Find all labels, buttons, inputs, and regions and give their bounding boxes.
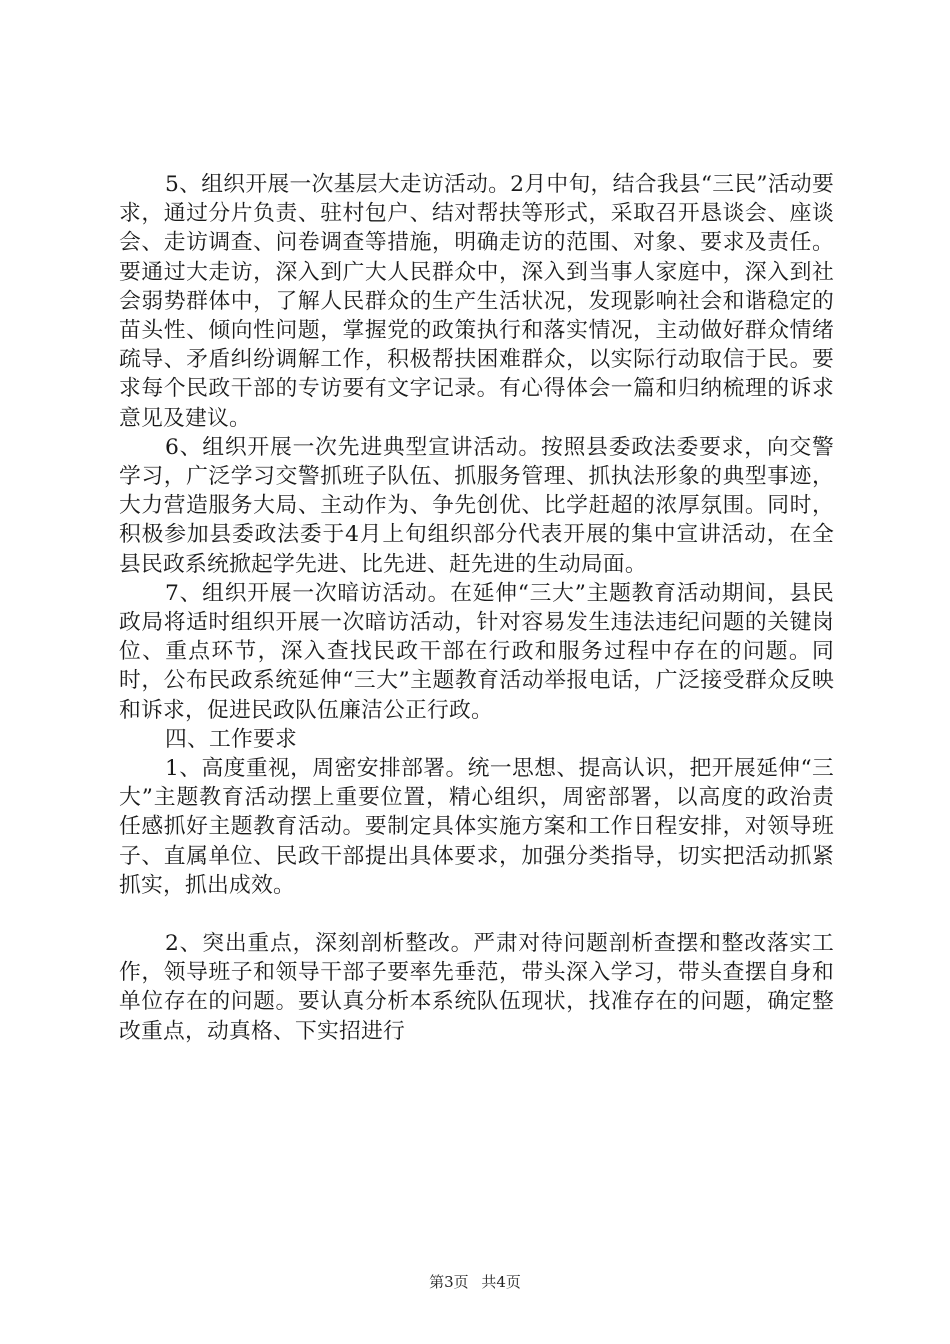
paragraph-requirement-2: 2、突出重点，深刻剖析整改。严肃对待问题剖析查摆和整改落实工作，领导班子和领导干部子要率先垂范，带头深入学习，带头查摆自身和单位存在的问题。要认真分析本系统队伍现状，找准存在的问题，确定整改重点，动真格、下实招进行 bbox=[119, 931, 834, 1044]
paragraph-item-7: 7、组织开展一次暗访活动。在延伸“三大”主题教育活动期间，县民政局将适时组织开展一次暗访活动，针对容易发生违法违纪问题的关键岗位、重点环节，深入查找民政干部在行政和服务过程中存在的问题。同时，公布民政系统延伸“三大”主题教育活动举报电话，广泛接受群众反映和诉求，促进民政队伍廉洁公正行政。 bbox=[119, 580, 834, 723]
paragraph-item-5: 5、组织开展一次基层大走访活动。2月中旬，结合我县“三民”活动要求，通过分片负责、驻村包户、结对帮扶等形式，采取召开恳谈会、座谈会、走访调查、问卷调查等措施，明确走访的范围、对象、要求及责任。要通过大走访，深入到广大人民群众中，深入到当事人家庭中，深入到社会弱势群体中，了解人民群众的生产生活状况，发现影响社会和谐稳定的苗头性、倾向性问题，掌握党的政策执行和落实情况，主动做好群众情绪疏导、矛盾纠纷调解工作，积极帮扶困难群众，以实际行动取信于民。要求每个民政干部的专访要有文字记录。有心得体会一篇和归纳梳理的诉求意见及建议。 bbox=[119, 172, 834, 431]
paragraph-requirement-1: 1、高度重视，周密安排部署。统一思想、提高认识，把开展延伸“三大”主题教育活动摆上重要位置，精心组织，周密部署，以高度的政治责任感抓好主题教育活动。要制定具体实施方案和工作日程安排，对领导班子、直属单位、民政干部提出具体要求，加强分类指导，切实把活动抓紧抓实，抓出成效。 bbox=[119, 756, 834, 898]
paragraph-item-6: 6、组织开展一次先进典型宣讲活动。按照县委政法委要求，向交警学习，广泛学习交警抓班子队伍、抓服务管理、抓执法形象的典型事迹，大力营造服务大局、主动作为、争先创优、比学赶超的浓厚氛围。同时，积极参加县委政法委于4月上旬组织部分代表开展的集中宣讲活动，在全县民政系统掀起学先进、比先进、赶先进的生动局面。 bbox=[119, 434, 834, 577]
document-body bbox=[119, 170, 834, 1046]
section-heading-work-requirements: 四、工作要求 bbox=[165, 726, 297, 752]
page-total: 共4页 bbox=[481, 1273, 521, 1291]
page-number: 第3页 bbox=[429, 1273, 469, 1291]
page-footer bbox=[0, 1272, 950, 1292]
